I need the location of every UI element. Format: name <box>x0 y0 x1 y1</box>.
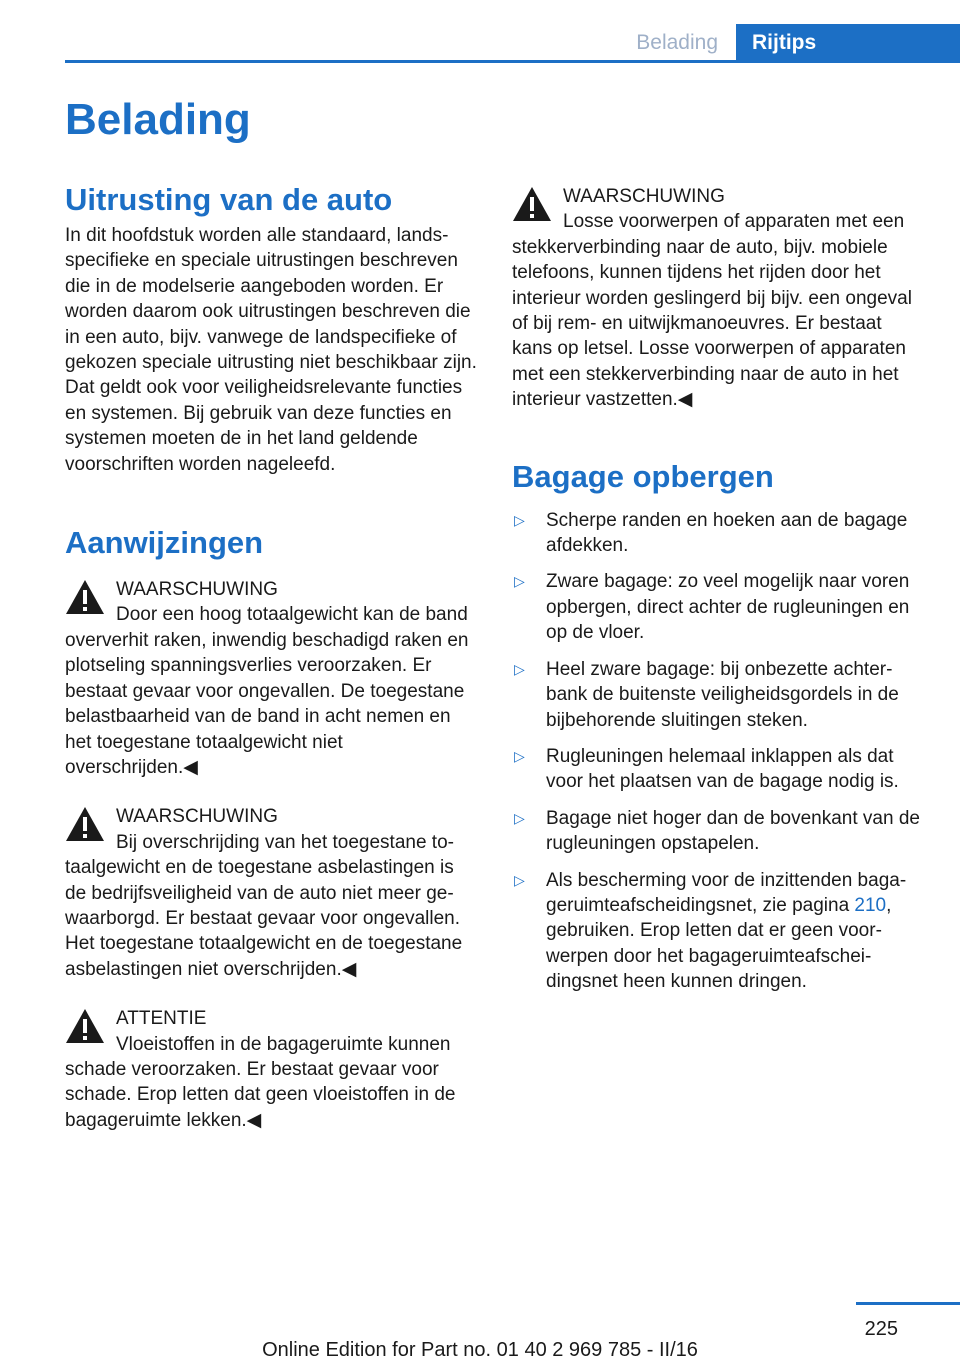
warning-triangle-icon <box>65 806 105 842</box>
equipment-body: In dit hoofdstuk worden alle standaard, landsspecifieke en speciale uitrustingen beschreven die in de modelserie aangeboden worden. Er worden daarom ook uitrustingen beschreven die in een auto, bijv. vanwege de landspecifieke of gekozen speciale uitrusting niet beschikbaar zijn. Dat geldt ook voor veiligheidsrelevante functies en systemen. Bij gebruik van deze functies en systemen moeten de in het land geldende voorschriften worden nageleefd. <box>65 225 477 475</box>
warning-text <box>65 830 477 982</box>
left-column <box>65 180 477 1133</box>
page-title: Belading <box>65 95 251 144</box>
stowing-list <box>512 508 922 995</box>
warning-text <box>65 602 477 780</box>
bullet-triangle-icon: ▷ <box>514 573 525 590</box>
warning-triangle-icon <box>65 1008 105 1044</box>
list-item-text: Rugleuningen helemaal inklappen als dat voor het plaatsen van de bagage nodig is. <box>546 745 899 793</box>
list-item-text: Zware bagage: zo veel mogelijk naar voren opbergen, direct achter de rugleuningen en op de vloer. <box>546 571 910 644</box>
bullet-triangle-icon: ▷ <box>514 747 525 764</box>
warning-text-content: Door een hoog totaalgewicht kan de band oververhit raken, inwendig beschadigd raken en plotseling spanningsverlies veroorzaken. Er bestaat gevaar voor ongevallen. De toegestane belastbaarheid van de band in acht nemen en het toegestane totaalgewicht niet overschrijden.◀ <box>65 604 469 778</box>
header-section-label[interactable]: Belading <box>636 31 718 54</box>
bullet-triangle-icon: ▷ <box>514 660 525 677</box>
list-item-text: Bagage niet hoger dan de bovenkant van de rugleuningen opstapelen. <box>546 807 920 855</box>
page-link[interactable]: 210 <box>854 894 887 916</box>
page-number: 225 <box>864 1318 898 1340</box>
warning-label: WAARSCHUWING <box>563 186 725 207</box>
attention-text-content: Vloeistoffen in de bagageruimte kunnen schade veroorzaken. Er bestaat gevaar voor schade. Erop letten dat geen vloeistoffen in de bagageruimte lekken.◀ <box>65 1033 456 1131</box>
right-column <box>512 180 922 1006</box>
list-item-text: Heel zware bagage: bij onbezette achterbank de buitenste veiligheidsgordels in de bijbehorende sluitingen steken. <box>546 658 899 731</box>
list-item <box>512 657 922 733</box>
warning-block <box>65 577 477 780</box>
list-item-text: Scherpe randen en hoeken aan de bagage afdekken. <box>546 509 908 557</box>
attention-text <box>65 1032 477 1134</box>
list-item <box>512 569 922 645</box>
warning-text <box>512 209 922 412</box>
list-item <box>512 868 922 995</box>
warning-text-content: Bij overschrijding van het toegestane totaalgewicht en de toegestane asbelastingen is de bedrijfsveiligheid van de auto niet meer gewaarborgd. Er bestaat gevaar voor ongevallen. Het toegestane totaalgewicht en de toegestane asbelastingen niet overschrijden.◀ <box>65 831 463 980</box>
bullet-triangle-icon: ▷ <box>514 809 525 826</box>
list-item <box>512 508 922 559</box>
stowing-heading: Bagage opbergen <box>512 458 774 494</box>
equipment-heading: Uitrusting van de auto <box>65 182 393 217</box>
header-rule <box>65 60 960 63</box>
attention-block <box>65 1006 477 1133</box>
warning-block <box>512 184 922 413</box>
bullet-triangle-icon: ▷ <box>514 871 525 888</box>
warning-triangle-icon <box>65 579 105 615</box>
warning-label: WAARSCHUWING <box>116 579 278 601</box>
header-chapter-label[interactable]: Rijtips <box>736 24 960 62</box>
warning-triangle-icon <box>512 186 552 222</box>
list-item-text-after: , gebruiken. Erop letten dat er geen voorwerpen door het bagageruimteafscheidingsnet heen kunnen dringen. <box>546 894 892 993</box>
warning-label: WAARSCHUWING <box>116 806 278 828</box>
list-item-text-before: Als bescherming voor de inzittenden bagageruimteafscheidingsnet, zie pagina <box>546 869 907 916</box>
edition-footer: Online Edition for Part no. 01 40 2 969 785 - II/16 <box>262 1339 698 1361</box>
notes-heading: Aanwijzingen <box>65 525 264 561</box>
bullet-triangle-icon: ▷ <box>514 511 525 528</box>
warning-text-content: Losse voorwerpen of apparaten met een stekkerverbinding naar de auto, bijv. mobiele telefoons, kunnen tijdens het rijden door het interieur worden geslingerd bij bijv. een ongeval of bij rem- en uitwijkmanoeuvres. Er bestaat kans op letsel. Losse voorwerpen of apparaten met een stekkerverbinding naar de auto in het interieur vastzetten.◀ <box>512 211 912 411</box>
footer-rule <box>856 1302 960 1305</box>
list-item <box>512 744 922 795</box>
header-tabs <box>618 24 960 62</box>
list-item <box>512 806 922 857</box>
warning-block <box>65 804 477 982</box>
attention-label: ATTENTIE <box>116 1008 207 1030</box>
